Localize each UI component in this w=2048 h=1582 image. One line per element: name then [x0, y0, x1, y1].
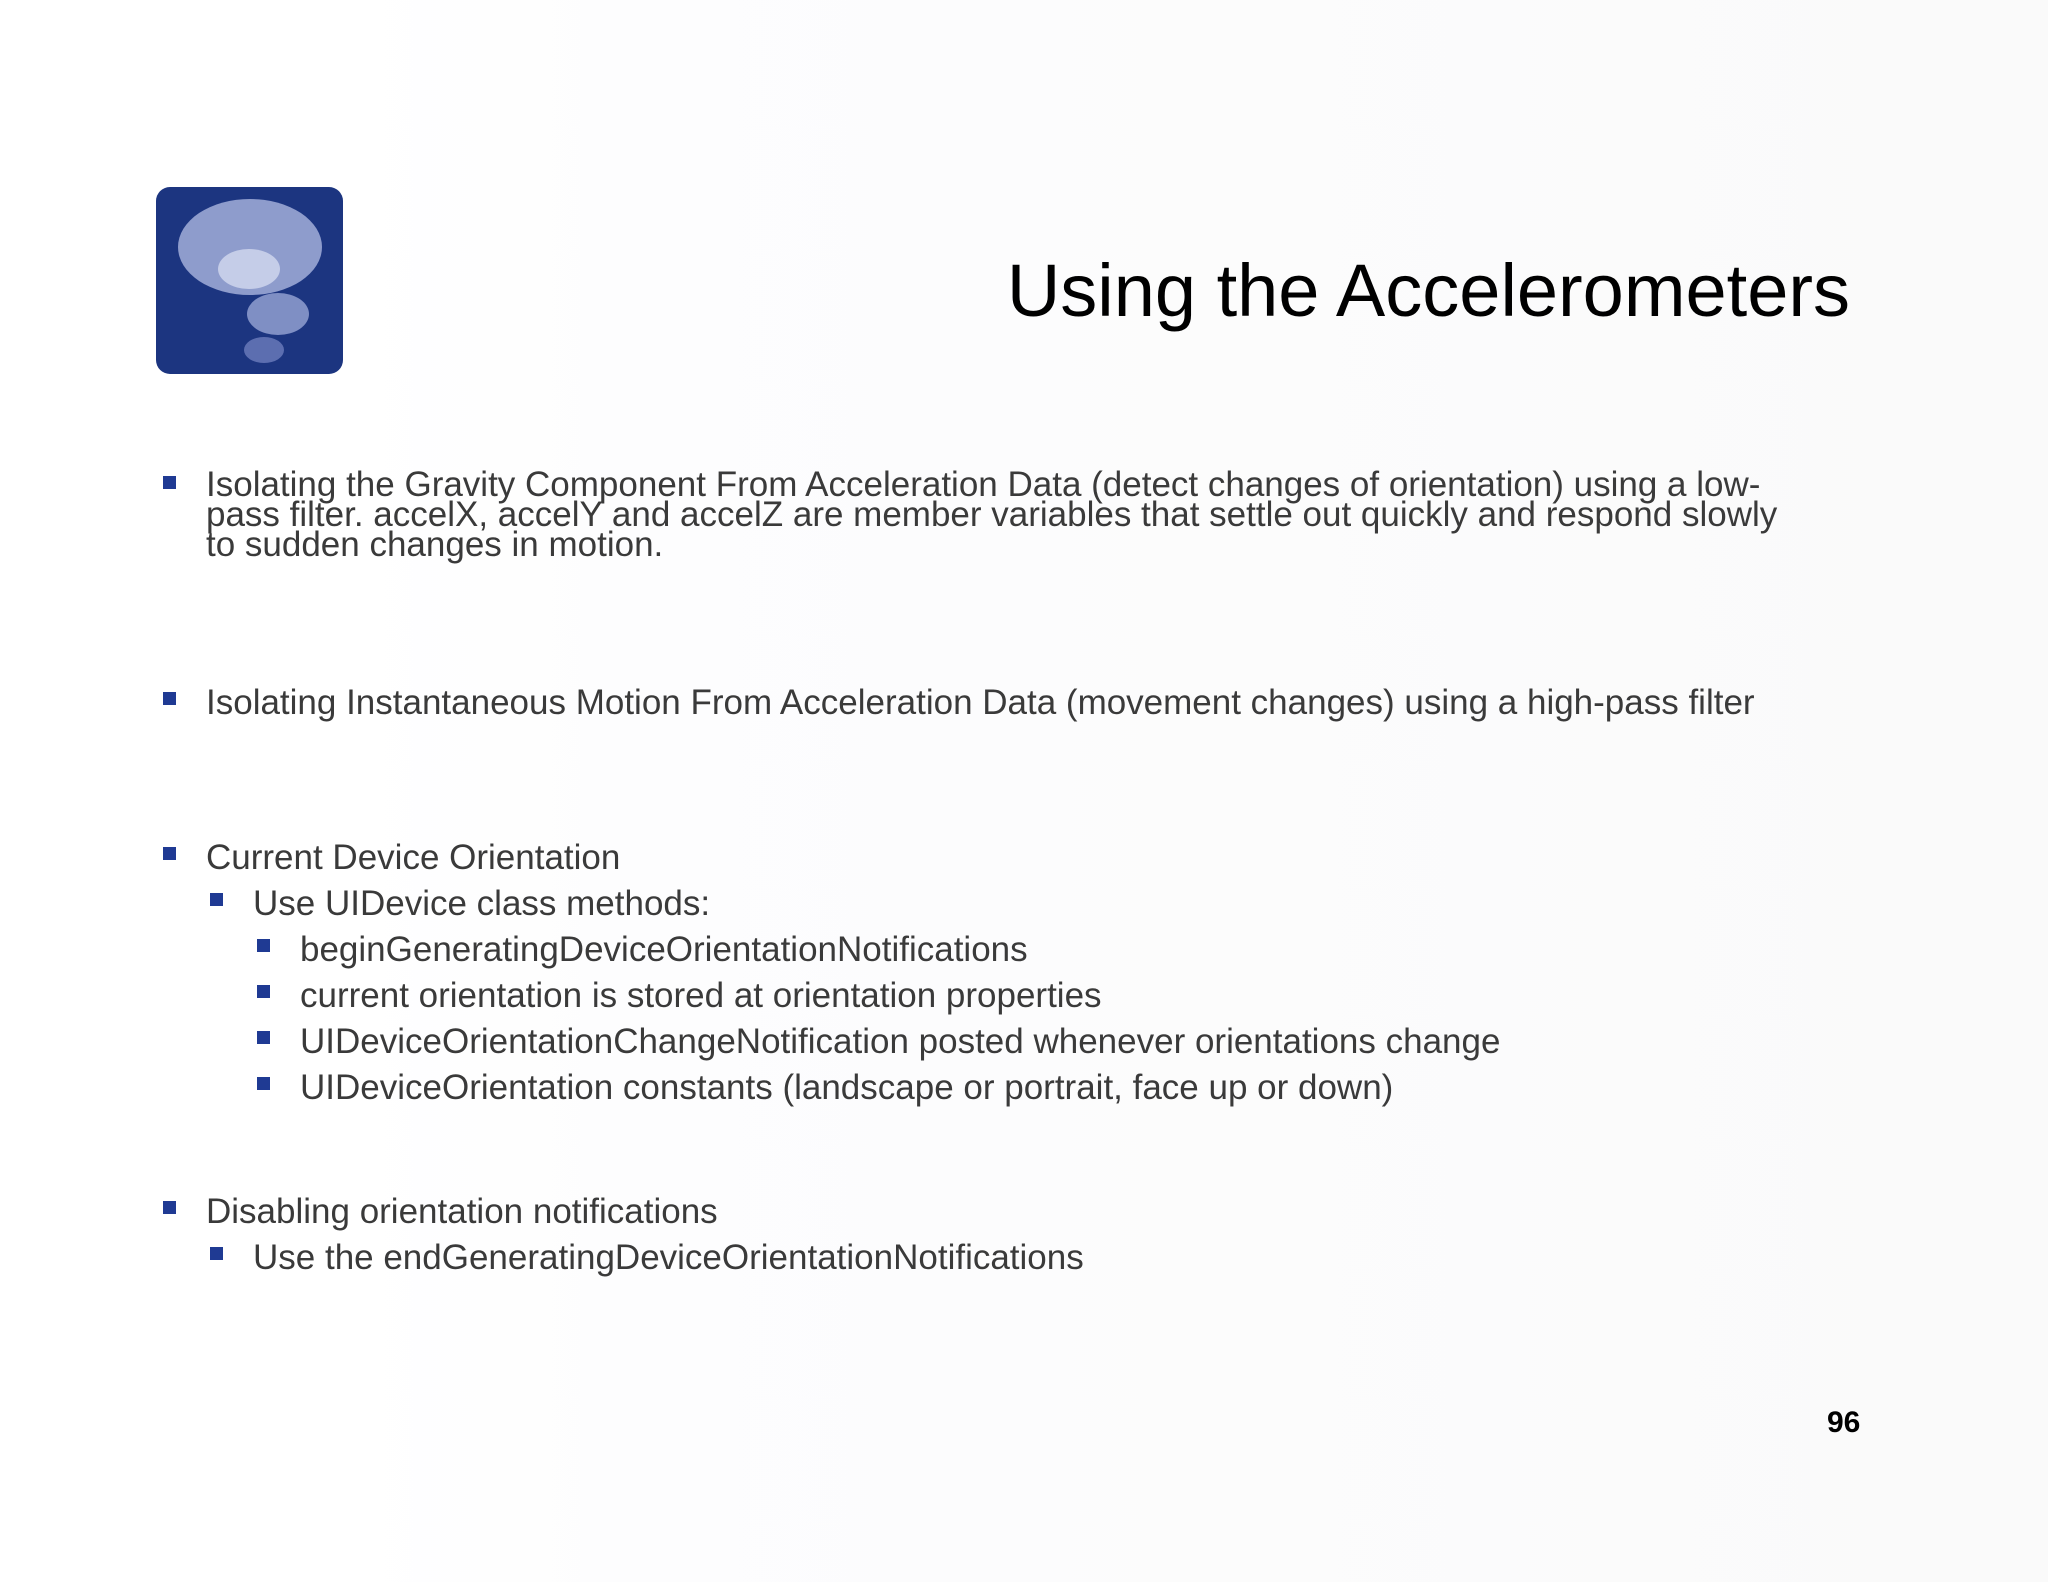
bullet-marker — [163, 476, 176, 489]
bullet-1-line-1: Isolating the Gravity Component From Acceleration Data (detect changes of orientation) using a low- — [206, 465, 1761, 504]
bullet-1-line-3: to sudden changes in motion. — [206, 525, 664, 564]
sub-sub-bullet-marker — [257, 939, 270, 952]
sub-bullet-marker — [210, 893, 223, 906]
page-number: 96 — [1827, 1406, 1861, 1439]
bullet-3-sub-item: UIDeviceOrientation constants (landscape or portrait, face up or down) — [300, 1068, 1394, 1107]
bullet-marker — [163, 692, 176, 705]
bullet-3-sub-item: current orientation is stored at orientation properties — [300, 976, 1102, 1015]
bullet-2-text: Isolating Instantaneous Motion From Acceleration Data (movement changes) using a high-pass filter — [206, 683, 1755, 722]
bullet-3-sub-item: beginGeneratingDeviceOrientationNotifications — [300, 930, 1028, 969]
sub-sub-bullet-marker — [257, 1031, 270, 1044]
bullet-3-sub-item: UIDeviceOrientationChangeNotification posted whenever orientations change — [300, 1022, 1501, 1061]
sub-bullet-marker — [210, 1247, 223, 1260]
slide-title: Using the Accelerometers — [1006, 249, 1850, 332]
bullet-3-text: Current Device Orientation — [206, 838, 621, 877]
bullet-4-sub-text: Use the endGeneratingDeviceOrientationNotifications — [253, 1238, 1084, 1277]
thought-bubble-icon — [156, 187, 343, 374]
bullet-3-sub-text: Use UIDevice class methods: — [253, 884, 711, 923]
sub-sub-bullet-marker — [257, 985, 270, 998]
bullet-marker — [163, 847, 176, 860]
bullet-marker — [163, 1201, 176, 1214]
sub-sub-bullet-marker — [257, 1077, 270, 1090]
bullet-1-line-2: pass filter. accelX, accelY and accelZ are member variables that settle out quickly and respond slowly — [206, 495, 1778, 534]
bullet-4-text: Disabling orientation notifications — [206, 1192, 718, 1231]
